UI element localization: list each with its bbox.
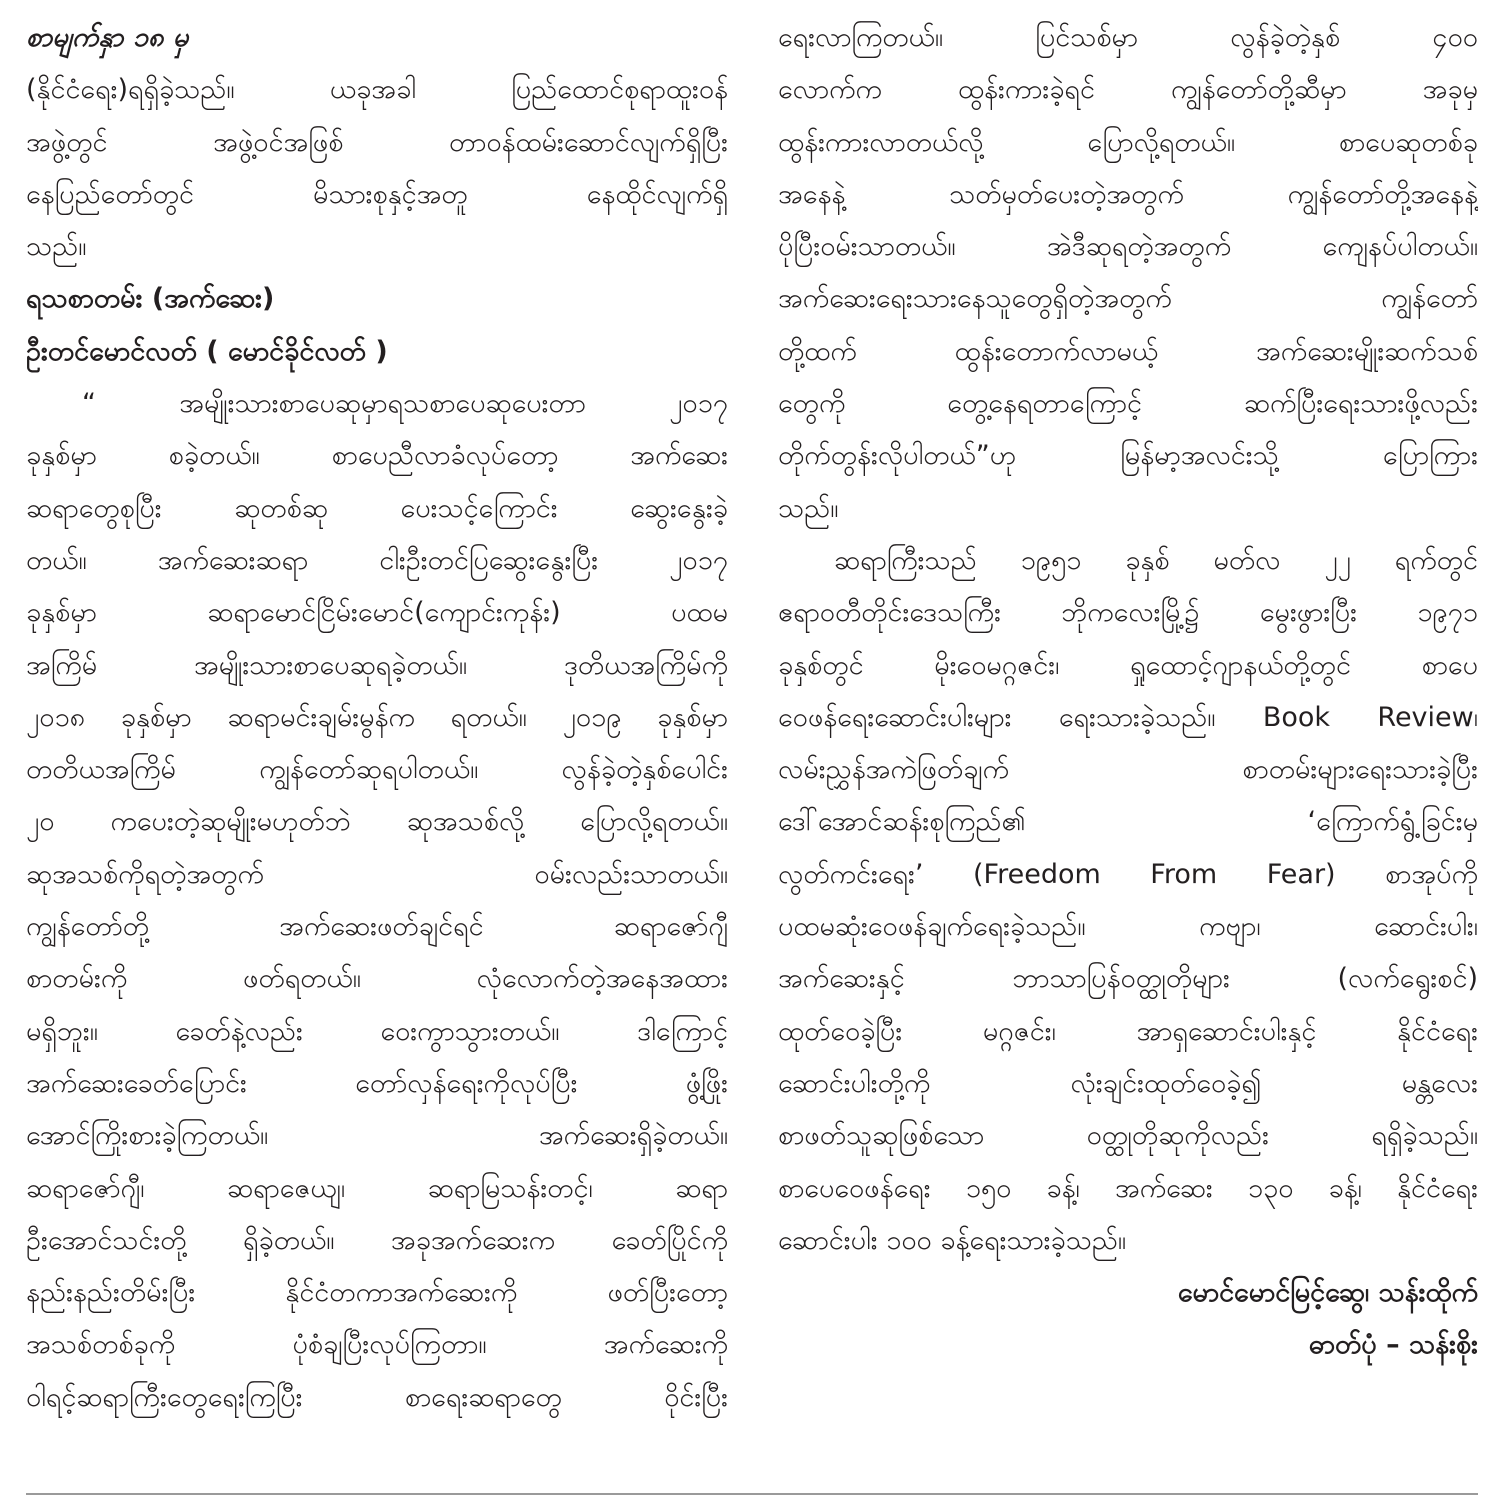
quote-line: “ အမျိုးသားစာပေဆုမှာရသစာပေဆုပေးတာ ၂၀၁၇: [82, 388, 728, 420]
quote-line: ဆရာဇော်ဂျီ၊ ဆရာဇေယျ၊ ဆရာမြသန်းတင့်၊ ဆရာ: [26, 1172, 728, 1204]
quote-continuation-line: ရေးလာကြတယ်။ ပြင်သစ်မှာ လွန်ခဲ့တဲ့နှစ် ၄၀၀: [778, 22, 1478, 53]
reporter-credit: မောင်မောင်မြင့်ဆွေ၊ သန်းထိုက်: [1177, 1277, 1478, 1309]
quote-continuation-line: ပိုပြီးဝမ်းသာတယ်။ အဲဒီဆုရတဲ့အတွက် ကျေနပ်ပါတယ်။: [778, 231, 1478, 263]
quote-line: စာတမ်းကို ဖတ်ရတယ်။ လုံလောက်တဲ့အနေအထား: [26, 963, 728, 995]
quote-continuation-line: တို့ထက် ထွန်းတောက်လာမယ့် အက်ဆေးမျိုးဆက်သစ်: [778, 335, 1478, 367]
bio-line: လွတ်ကင်းရေး’ (Freedom From Fear) စာအုပ်ကို: [778, 858, 1478, 890]
quote-continuation-line: သည်။: [778, 492, 839, 524]
quote-line: နည်းနည်းတိမ်းပြီး နိုင်ငံတကာအက်ဆေးကို ဖတ်ပြီးတော့: [26, 1277, 728, 1309]
continuation-note: စာမျက်နှာ ၁၈ မှ: [26, 22, 189, 53]
photo-credit: ဓာတ်ပုံ – သန်းစိုး: [1308, 1329, 1478, 1361]
bio-line: လမ်းညွှန်အကဲဖြတ်ချက် စာတမ်းများရေးသားခဲ့ပြီး: [778, 754, 1478, 786]
quote-continuation-line: လောက်က ထွန်းကားခဲ့ရင် ကျွန်တော်တို့ဆီမှာ အခုမှ: [778, 74, 1478, 106]
bio-line: ဆောင်းပါး ၁၀၀ ခန့်ရေးသားခဲ့သည်။: [778, 1224, 1127, 1256]
section-heading: ရသစာတမ်း (အက်ဆေး): [26, 283, 275, 315]
quote-continuation-line: တွေကို တွေ့နေရတာကြောင့် ဆက်ပြီးရေးသားဖို့လည်း: [778, 388, 1478, 420]
quote-continuation-line: ထွန်းကားလာတယ်လို့ ပြောလို့ရတယ်။ စာပေဆုတစ်ခု: [778, 126, 1478, 158]
bottom-divider: [26, 1493, 1478, 1495]
intro-line: အဖွဲ့တွင် အဖွဲ့ဝင်အဖြစ် တာဝန်ထမ်းဆောင်လျက်ရှိပြီး: [26, 126, 728, 158]
quote-line: အကြိမ် အမျိုးသားစာပေဆုရခဲ့တယ်။ ဒုတိယအကြိမ်ကို: [26, 649, 728, 681]
quote-line: အက်ဆေးခေတ်ပြောင်း တော်လှန်ရေးကိုလုပ်ပြီး ဖွံ့ဖြိုး: [26, 1067, 728, 1099]
quote-line: ဆရာတွေစုပြီး ဆုတစ်ဆု ပေးသင့်ကြောင်း ဆွေးနွေးခဲ့: [26, 492, 728, 524]
quote-continuation-line: အနေနဲ့ သတ်မှတ်ပေးတဲ့အတွက် ကျွန်တော်တို့အနေနဲ့: [778, 178, 1478, 210]
quote-line: ခုနှစ်မှာ ဆရာမောင်ငြိမ်းမောင်(ကျောင်းကုန်း) ပထမ: [26, 597, 728, 629]
quote-line: ကျွန်တော်တို့ အက်ဆေးဖတ်ချင်ရင် ဆရာဇော်ဂျီ: [26, 911, 728, 943]
bio-line: ပထမဆုံးဝေဖန်ချက်ရေးခဲ့သည်။ ကဗျာ၊ ဆောင်းပါး၊: [778, 911, 1478, 943]
intro-line: နေပြည်တော်တွင် မိသားစုနှင့်အတူ နေထိုင်လျက်ရှိ: [26, 178, 728, 210]
bio-line: ဝေဖန်ရေးဆောင်းပါးများ ရေးသားခဲ့သည်။ Book Review၊: [778, 701, 1478, 733]
bio-line: ထုတ်ဝေခဲ့ပြီး မဂ္ဂဇင်း၊ အာရှဆောင်းပါးနှင့် နိုင်ငံရေး: [778, 1015, 1478, 1047]
quote-line: ခုနှစ်မှာ စခဲ့တယ်။ စာပေညီလာခံလုပ်တော့ အက်ဆေး: [26, 440, 728, 472]
quote-line: တယ်။ အက်ဆေးဆရာ ငါးဦးတင်ပြဆွေးနွေးပြီး ၂၀၁၇: [26, 544, 728, 576]
quote-line: အောင်ကြိုးစားခဲ့ကြတယ်။ အက်ဆေးရှိခဲ့တယ်။: [26, 1120, 728, 1152]
bio-line: အက်ဆေးနှင့် ဘာသာပြန်ဝတ္ထုတိုများ (လက်ရွေးစင်): [778, 963, 1478, 995]
bio-line: စာဖတ်သူဆုဖြစ်သော ဝတ္ထုတိုဆုကိုလည်း ရရှိခဲ့သည်။: [778, 1120, 1478, 1152]
bio-line: စာပေဝေဖန်ရေး ၁၅၀ ခန့်၊ အက်ဆေး ၁၃၀ ခန့်၊ နိုင်ငံရေး: [778, 1172, 1478, 1204]
quote-line: ဆုအသစ်ကိုရတဲ့အတွက် ဝမ်းလည်းသာတယ်။: [26, 858, 728, 890]
bio-line: ဒေါ်အောင်ဆန်းစုကြည်၏ ‘ကြောက်ရွံ့ခြင်းမှ: [778, 806, 1478, 838]
intro-line: (နိုင်ငံရေး)ရရှိခဲ့သည်။ ယခုအခါ ပြည်ထောင်စုရာထူးဝန်: [26, 74, 728, 106]
quote-continuation-line: တိုက်တွန်းလိုပါတယ်”ဟု မြန်မာ့အလင်းသို့ ပြောကြား: [778, 440, 1478, 472]
quote-line: ဝါရင့်ဆရာကြီးတွေရေးကြပြီး စာရေးဆရာတွေ ဝိုင်းပြီး: [26, 1381, 728, 1413]
quote-line: ဦးအောင်သင်းတို့ ရှိခဲ့တယ်။ အခုအက်ဆေးက ခေတ်ပြိုင်ကို: [26, 1224, 728, 1256]
quote-continuation-line: အက်ဆေးရေးသားနေသူတွေရှိတဲ့အတွက် ကျွန်တော်: [778, 283, 1478, 315]
quote-line: မရှိဘူး။ ခေတ်နဲ့လည်း ဝေးကွာသွားတယ်။ ဒါကြောင့်: [26, 1015, 728, 1047]
bio-line: ခုနှစ်တွင် မိုးဝေမဂ္ဂဇင်း၊ ရှုထောင့်ဂျာနယ်တို့တွင် စာပေ: [778, 649, 1478, 681]
left-column: [26, 12, 728, 1424]
person-name: ဦးတင်မောင်လတ် ( မောင်ခိုင်လတ် ): [26, 335, 388, 367]
intro-line: သည်။: [26, 231, 87, 263]
quote-line: အသစ်တစ်ခုကို ပုံစံချပြီးလုပ်ကြတာ။ အက်ဆေးကို: [26, 1329, 728, 1361]
bio-line: ဆရာကြီးသည် ၁၉၅၁ ခုနှစ် မတ်လ ၂၂ ရက်တွင်: [834, 544, 1478, 576]
bio-line: ဧရာဝတီတိုင်းဒေသကြီး ဘိုကလေးမြို့၌ မွေးဖွားပြီး ၁၉၇၁: [778, 597, 1478, 629]
right-column: [778, 12, 1478, 1372]
quote-line: တတိယအကြိမ် ကျွန်တော်ဆုရပါတယ်။ လွန်ခဲ့တဲ့နှစ်ပေါင်း: [26, 754, 728, 786]
bio-line: ဆောင်းပါးတို့ကို လုံးချင်းထုတ်ဝေခဲ့၍ မန္တလေး: [778, 1067, 1478, 1099]
quote-line: ၂၀၁၈ ခုနှစ်မှာ ဆရာမင်းချမ်းမွန်က ရတယ်။ ၂၀၁၉ ခုနှစ်မှာ: [26, 701, 728, 733]
quote-line: ၂၀ ကပေးတဲ့ဆုမျိုးမဟုတ်ဘဲ ဆုအသစ်လို့ ပြောလို့ရတယ်။: [26, 806, 728, 838]
